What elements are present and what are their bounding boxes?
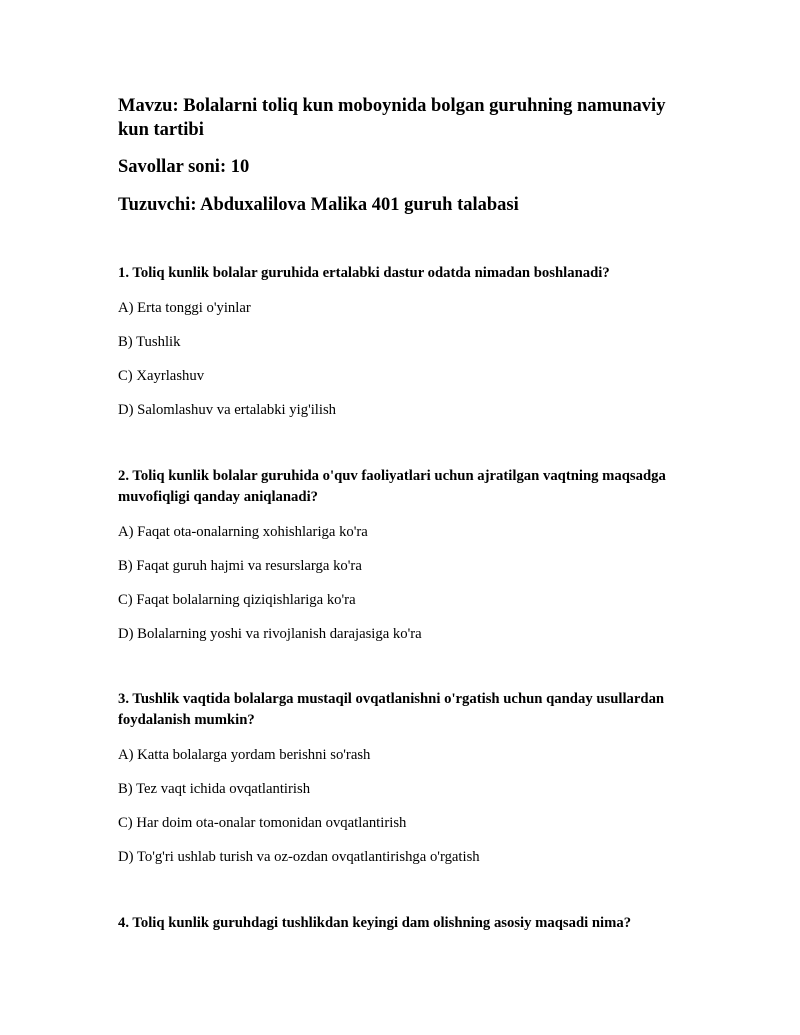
document-header [118,94,698,231]
option-a: A) Erta tonggi o'yinlar [118,300,251,316]
option-b: B) Tez vaqt ichida ovqatlantirish [118,781,311,797]
option-c: C) Har doim ota-onalar tomonidan ovqatlantirish [118,815,407,831]
author-line: Tuzuvchi: Abduxalilova Malika 401 guruh talabasi [118,195,519,215]
question-text: 3. Tushlik vaqtida bolalarga mustaqil ovqatlanishni o'rgatish uchun qanday usullardan foydalanish mumkin? [118,691,665,728]
option-a: A) Faqat ota-onalarning xohishlariga ko'ra [118,524,368,540]
option-d: D) Salomlashuv va ertalabki yig'ilish [118,402,337,418]
option-c: C) Xayrlashuv [118,368,205,384]
option-d: D) To'g'ri ushlab turish va oz-ozdan ovqatlantirishga o'rgatish [118,849,480,865]
option-b: B) Tushlik [118,334,181,350]
question-text: 1. Toliq kunlik bolalar guruhida ertalabki dastur odatda nimadan boshlanadi? [118,265,610,281]
question-text: 2. Toliq kunlik bolalar guruhida o'quv faoliyatlari uchun ajratilgan vaqtning maqsadga muvofiqligi qanday aniqlanadi? [118,468,666,505]
question-2 [118,466,698,642]
question-count: Savollar soni: 10 [118,157,250,177]
option-c: C) Faqat bolalarning qiziqishlariga ko'ra [118,592,356,608]
question-text: 4. Toliq kunlik guruhdagi tushlikdan keyingi dam olishning asosiy maqsadi nima? [118,915,632,931]
option-b: B) Faqat guruh hajmi va resurslarga ko'ra [118,558,362,574]
option-a: A) Katta bolalarga yordam berishni so'rash [118,747,371,763]
question-4 [118,913,698,934]
option-d: D) Bolalarning yoshi va rivojlanish darajasiga ko'ra [118,626,422,642]
question-1 [118,263,698,418]
question-3 [118,689,698,865]
topic-heading: Mavzu: Bolalarni toliq kun moboynida bolgan guruhning namunaviy kun tartibi [118,96,666,140]
